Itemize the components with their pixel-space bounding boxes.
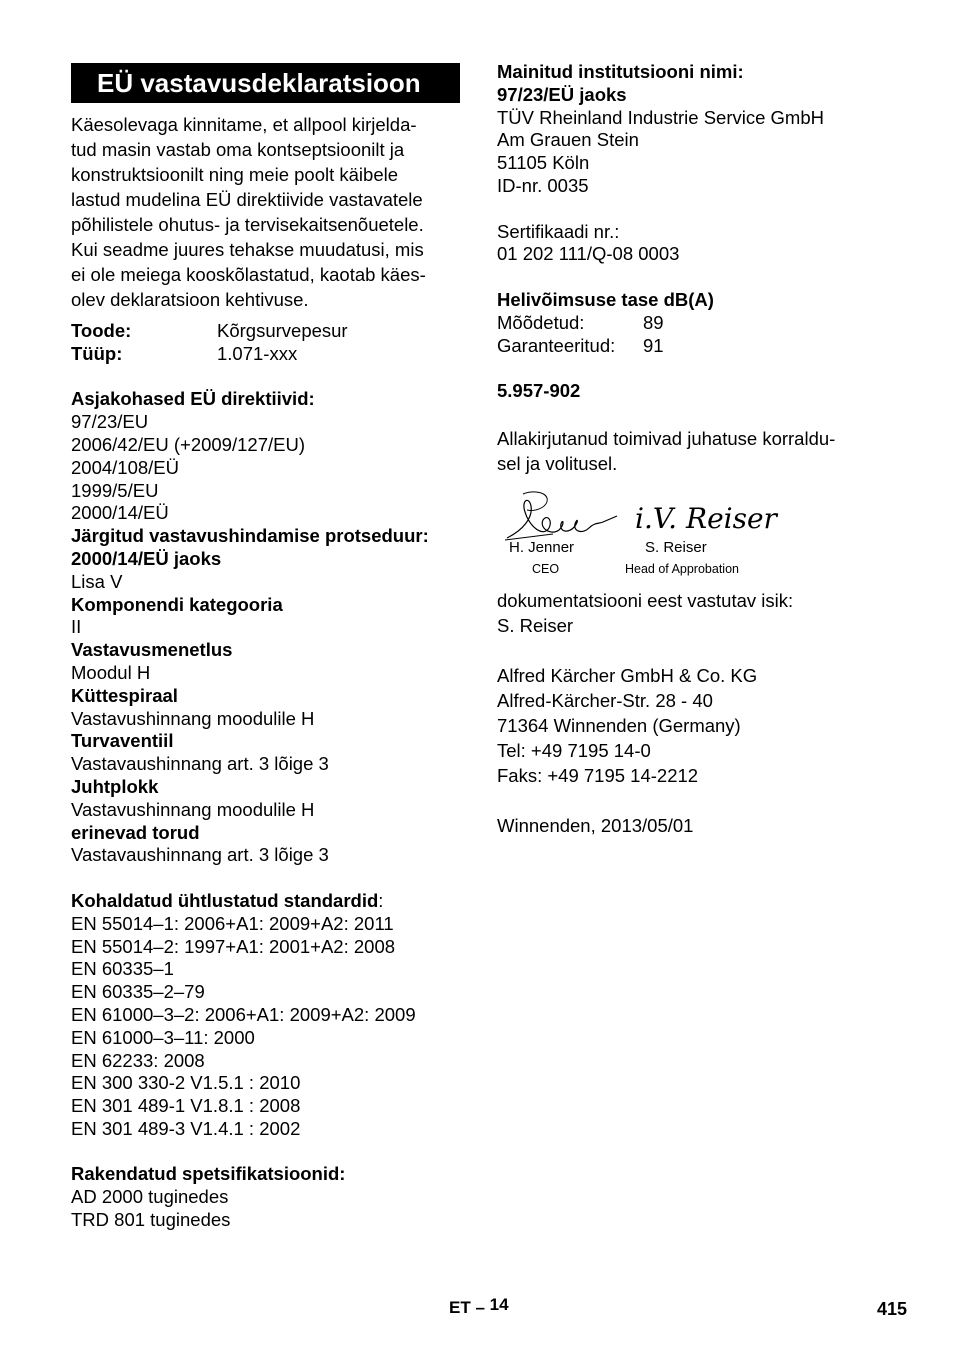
- signer-role-2: Head of Approbation: [625, 561, 739, 576]
- signers-intro-line: sel ja volitusel.: [497, 452, 618, 474]
- sound-guaranteed-label: Garanteeritud:: [497, 334, 616, 356]
- directive-item: 97/23/EU: [71, 411, 149, 433]
- section-value: Moodul H: [71, 661, 151, 683]
- intro-line: põhilistele ohutus- ja tervisekaitsenõuetele.: [71, 214, 424, 235]
- signer-name-2: S. Reiser: [645, 538, 707, 556]
- intro-line: lastud mudelina EÜ direktiivide vastavatele: [71, 189, 423, 210]
- standard-item: EN 60335–2–79: [71, 981, 205, 1003]
- spec-item: AD 2000 tuginedes: [71, 1186, 229, 1208]
- directive-item: 1999/5/EU: [71, 479, 159, 501]
- page-number: 415: [877, 1299, 908, 1319]
- company-line: Faks: +49 7195 14-2212: [497, 764, 699, 786]
- company-line: 71364 Winnenden (Germany): [497, 714, 741, 736]
- footer-section-page: 14: [489, 1295, 509, 1314]
- standard-item: EN 61000–3–11: 2000: [71, 1026, 255, 1048]
- institution-line: Am Grauen Stein: [497, 129, 639, 151]
- type-label: Tüüp:: [71, 342, 123, 364]
- intro-line: Kui seadme juures tehakse muudatusi, mis: [71, 239, 424, 260]
- footer-section: [449, 1295, 509, 1318]
- standard-item: EN 301 489-3 V1.4.1 : 2002: [71, 1117, 301, 1139]
- intro-line: Käesolevaga kinnitame, et allpool kirjelda-: [71, 114, 417, 135]
- directive-item: 2004/108/EÜ: [71, 456, 180, 478]
- company-line: Tel: +49 7195 14-0: [497, 739, 651, 761]
- section-value: Vastavaushinnang art. 3 lõige 3: [71, 844, 329, 866]
- company-line: Alfred Kärcher GmbH & Co. KG: [497, 664, 758, 686]
- directives-heading: Asjakohased EÜ direktiivid:: [71, 388, 315, 410]
- product-label: Toode:: [71, 320, 132, 341]
- standards-colon: :: [378, 889, 384, 911]
- standard-item: EN 55014–2: 1997+A1: 2001+A2: 2008: [71, 935, 396, 957]
- standard-item: EN 60335–1: [71, 958, 174, 980]
- sound-measured-value: 89: [643, 311, 664, 333]
- responsible-label: dokumentatsiooni eest vastutav isik:: [497, 589, 794, 611]
- type-row: [71, 343, 471, 366]
- spec-item: TRD 801 tuginedes: [71, 1209, 231, 1231]
- standard-item: EN 61000–3–2: 2006+A1: 2009+A2: 2009: [71, 1003, 416, 1025]
- page-title: EÜ vastavusdeklaratsioon: [71, 63, 460, 103]
- signers-intro-line: Allakirjutanud toimivad juhatuse korraldu-: [497, 427, 836, 449]
- signer-name-1: H. Jenner: [509, 538, 575, 556]
- section-heading: Vastavusmenetlus: [71, 639, 233, 661]
- right-column: [497, 61, 917, 838]
- conformity-value: Lisa V: [71, 570, 123, 592]
- responsible-name: S. Reiser: [497, 614, 574, 636]
- product-row: [71, 320, 471, 343]
- footer-dash: –: [475, 1298, 485, 1317]
- institution-line: ID-nr. 0035: [497, 174, 589, 196]
- directive-item: 2006/42/EU (+2009/127/EU): [71, 433, 305, 455]
- sound-guaranteed-value: 91: [643, 334, 664, 356]
- certificate-label: Sertifikaadi nr.:: [497, 220, 620, 242]
- standard-item: EN 301 489-1 V1.8.1 : 2008: [71, 1095, 301, 1117]
- certificate-value: 01 202 111/Q-08 0003: [497, 243, 680, 265]
- signer-role-1: CEO: [532, 561, 560, 576]
- company-line: Alfred-Kärcher-Str. 28 - 40: [497, 689, 713, 711]
- sound-heading: Helivõimsuse tase dB(A): [497, 288, 714, 310]
- standards-heading: Kohaldatud ühtlustatud standardid: [71, 889, 379, 911]
- section-value: Vastavaushinnang art. 3 lõige 3: [71, 753, 329, 775]
- left-column: [71, 112, 471, 1232]
- institution-heading: Mainitud institutsiooni nimi:: [497, 61, 744, 82]
- signature-reiser-mark: i.V. Reiser: [635, 501, 777, 535]
- conformity-heading-2: 2000/14/EÜ jaoks: [71, 547, 222, 569]
- intro-paragraph: [71, 112, 471, 312]
- section-value: Vastavushinnang moodulile H: [71, 707, 315, 729]
- section-heading: Küttespiraal: [71, 684, 178, 706]
- part-number: 5.957-902: [497, 380, 581, 402]
- type-value: 1.071-xxx: [217, 342, 298, 364]
- standard-item: EN 300 330-2 V1.5.1 : 2010: [71, 1072, 301, 1094]
- conformity-heading: Järgitud vastavushindamise protseduur:: [71, 525, 429, 547]
- standards-heading-line: [71, 890, 471, 913]
- signature-reiser: [635, 496, 777, 536]
- sound-measured-row: [497, 312, 917, 335]
- directive-item: 2000/14/EÜ: [71, 502, 169, 524]
- section-value: Vastavushinnang moodulile H: [71, 798, 315, 820]
- intro-line: konstruktsioonilt ning meie poolt käibele: [71, 164, 399, 185]
- section-value: II: [71, 616, 82, 638]
- section-heading: Turvaventiil: [71, 730, 174, 752]
- intro-line: ei ole meiega kooskõlastatud, kaotab käes-: [71, 264, 426, 285]
- specs-heading: Rakendatud spetsifikatsioonid:: [71, 1163, 346, 1185]
- sound-measured-label: Mõõdetud:: [497, 311, 585, 333]
- institution-line: TÜV Rheinland Industrie Service GmbH: [497, 106, 824, 128]
- standard-item: EN 62233: 2008: [71, 1049, 205, 1071]
- footer-lang: ET: [449, 1298, 471, 1317]
- section-heading: Komponendi kategooria: [71, 593, 283, 615]
- institution-line: 51105 Köln: [497, 152, 590, 174]
- intro-line: olev deklaratsioon kehtivuse.: [71, 289, 309, 310]
- signature-block: [497, 494, 917, 584]
- section-heading: erinevad torud: [71, 821, 200, 843]
- place-date: Winnenden, 2013/05/01: [497, 814, 694, 836]
- intro-line: tud masin vastab oma kontseptsioonilt ja: [71, 139, 405, 160]
- product-value: Kõrgsurvepesur: [217, 320, 348, 341]
- standard-item: EN 55014–1: 2006+A1: 2009+A2: 2011: [71, 912, 394, 934]
- institution-heading-2: 97/23/EÜ jaoks: [497, 83, 627, 105]
- sound-guaranteed-row: [497, 335, 917, 358]
- section-heading: Juhtplokk: [71, 775, 159, 797]
